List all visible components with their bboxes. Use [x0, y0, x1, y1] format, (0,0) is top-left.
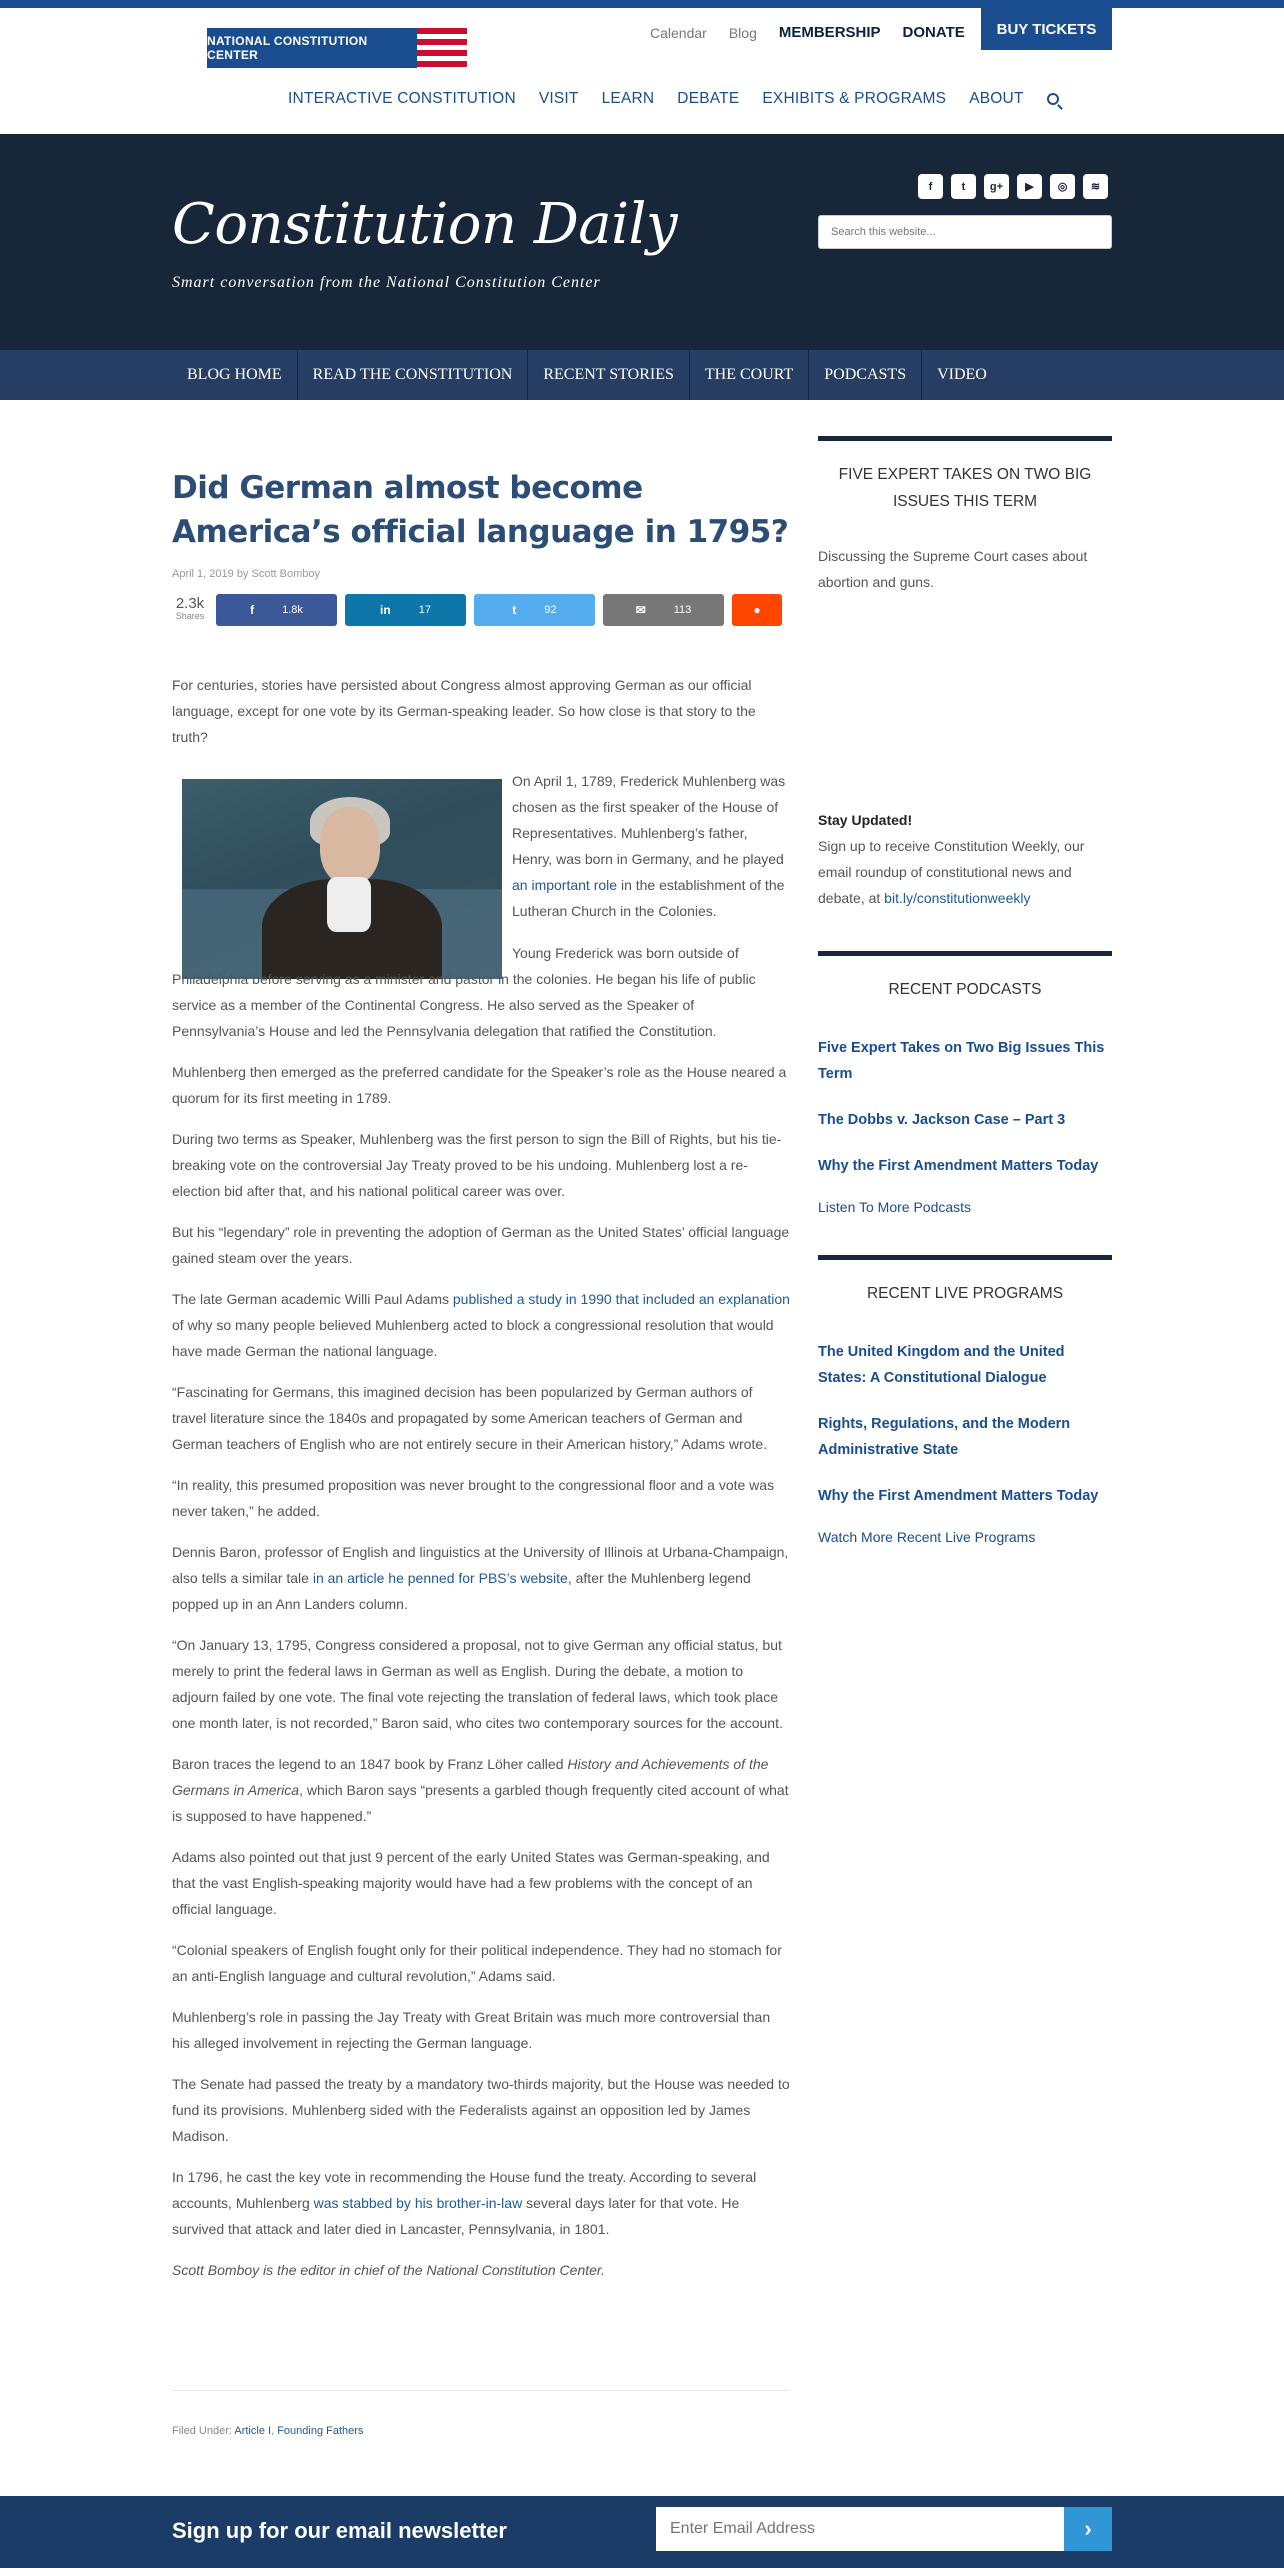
facebook-icon: f	[250, 603, 255, 617]
buy-tickets-button[interactable]: BUY TICKETS	[981, 8, 1112, 50]
email-icon: ✉	[635, 603, 646, 617]
category-link-article-i[interactable]: Article I	[234, 2425, 272, 2437]
article-intro	[172, 672, 790, 765]
twitter-share-button[interactable]	[474, 594, 595, 626]
blog-subnav	[0, 350, 1284, 400]
linkedin-share-button[interactable]	[345, 594, 466, 626]
paragraph: During two terms as Speaker, Muhlenberg was the first person to sign the Bill of Rights, but his tie-breaking vote on the controversial Jay Treaty proved to be his undoing. Muhlenberg lost a re-election bid after that, and his national political career was over.	[172, 1131, 782, 1199]
author-note: Scott Bomboy is the editor in chief of the National Constitution Center.	[172, 2262, 605, 2278]
blog-banner	[0, 134, 1284, 350]
live-program-link[interactable]: Why the First Amendment Matters Today	[818, 1488, 1099, 1504]
podcast-link[interactable]: The Dobbs v. Jackson Case – Part 3	[818, 1112, 1066, 1128]
blog-title[interactable]: Constitution Daily	[172, 192, 678, 257]
utility-nav	[650, 24, 987, 41]
twitter-share-count: 92	[544, 604, 557, 616]
inline-link[interactable]: published a study in 1990 that included an explanation	[452, 1291, 790, 1307]
podcasts-title: RECENT PODCASTS	[888, 981, 1042, 998]
util-link-donate[interactable]: DONATE	[902, 24, 965, 41]
inline-link[interactable]: in an article he penned for PBS’s website	[312, 1570, 568, 1586]
more-live-programs-link[interactable]: Watch More Recent Live Programs	[818, 1529, 1036, 1545]
paragraph: Adams also pointed out that just 9 percent of the early United States was German-speaking, and that the vast English-speaking majority would have had a few problems with the concept of an official language.	[172, 1849, 770, 1917]
inline-link[interactable]: was stabbed by his brother-in-law	[313, 2195, 523, 2211]
feature-title[interactable]: FIVE EXPERT TAKES ON TWO BIG ISSUES THIS TERM	[838, 466, 1092, 510]
nav-learn[interactable]: LEARN	[601, 90, 655, 107]
nav-debate[interactable]: DEBATE	[677, 90, 740, 107]
email-share-count: 113	[673, 604, 692, 616]
twitter-icon: t	[512, 603, 517, 617]
subnav-the-court[interactable]: THE COURT	[690, 350, 809, 400]
signup-title: Sign up for our email newsletter	[172, 2518, 507, 2543]
category-link-founding-fathers[interactable]: Founding Fathers	[277, 2425, 364, 2437]
share-total: 2.3k	[175, 595, 205, 612]
newsletter-link[interactable]: bit.ly/constitutionweekly	[884, 890, 1031, 906]
paragraph: “In reality, this presumed proposition was never brought to the congressional floor and a vote was never taken,” he added.	[172, 1477, 775, 1519]
paragraph: Young Frederick was born outside of Philadelphia before serving as a minister and pastor in the colonies. He began his life of public service as a member of the Continental Congress. He also served as the Speaker of Pennsylvania’s House and led the Pennsylvania delegation that ratified the Constitution.	[172, 945, 756, 1039]
nav-visit[interactable]: VISIT	[538, 90, 579, 107]
stay-updated-title: Stay Updated!	[818, 812, 913, 828]
util-link-calendar[interactable]: Calendar	[650, 24, 707, 41]
email-share-button[interactable]	[603, 594, 724, 626]
flag-icon	[417, 28, 467, 68]
share-count	[172, 595, 208, 622]
paragraph: “Colonial speakers of English fought only for their political independence. They had no stomach for an anti-English language and cultural revolution,” Adams said.	[172, 1942, 782, 1984]
linkedin-icon: in	[380, 603, 391, 617]
chevron-right-icon: ›	[1084, 2516, 1092, 2541]
nav-about[interactable]: ABOUT	[969, 90, 1024, 107]
filed-under: Filed Under: Article I, Founding Fathers	[172, 2390, 790, 2437]
paragraph: In 1796, he cast the key vote in recommending the House fund the treaty. According to several accounts, Muhlenberg was stabbed by his brother-in-law several days later for that vote. He survived that attack and later died in Lancaster, Pennsylvania, in 1801.	[172, 2169, 757, 2237]
signup-submit-button[interactable]	[1064, 2507, 1112, 2551]
main-nav	[288, 90, 1059, 108]
subnav-blog-home[interactable]: BLOG HOME	[172, 350, 298, 400]
paragraph: Muhlenberg’s role in passing the Jay Treaty with Great Britain was much more controversial than his alleged involvement in rejecting the German language.	[172, 2009, 771, 2051]
top-stripe	[0, 0, 1284, 8]
paragraph: On April 1, 1789, Frederick Muhlenberg was chosen as the first speaker of the House of Representatives. Muhlenberg’s father, Henry, was born in Germany, and he played an important role in the establishment of the Lutheran Church in the Colonies.	[512, 773, 786, 919]
stay-updated-widget	[818, 807, 1112, 911]
nav-interactive-constitution[interactable]: INTERACTIVE CONSTITUTION	[288, 90, 516, 107]
paragraph: “Fascinating for Germans, this imagined decision has been popularized by German authors of travel literature since the 1840s and propagated by some American teachers of German and German teachers of English who are not entirely secure in their American history,” Adams wrote.	[172, 1384, 768, 1452]
podcast-link[interactable]: Why the First Amendment Matters Today	[818, 1158, 1099, 1174]
paragraph: But his “legendary” role in preventing the adoption of German as the United States’ official language gained steam over the years.	[172, 1224, 790, 1266]
paragraph: The Senate had passed the treaty by a mandatory two-thirds majority, but the House was needed to fund its provisions. Muhlenberg sided with the Federalists against an opposition led by James Madison.	[172, 2076, 790, 2144]
paragraph: Muhlenberg then emerged as the preferred candidate for the Speaker’s role as the House neared a quorum for its first meeting in 1789.	[172, 1064, 787, 1106]
blog-tagline: Smart conversation from the National Constitution Center	[172, 274, 601, 291]
reddit-icon: ●	[753, 603, 761, 617]
google-plus-icon[interactable]: g+	[984, 174, 1009, 199]
subnav-video[interactable]: VIDEO	[937, 366, 987, 383]
logo-text: NATIONAL CONSTITUTION CENTER	[207, 28, 417, 68]
stay-updated-text: Sign up to receive Constitution Weekly, our email roundup of constitutional news and debate, at bit.ly/constitutionweekly	[818, 838, 1085, 906]
article-byline: April 1, 2019 by Scott Bomboy	[172, 568, 320, 580]
reddit-share-button[interactable]	[732, 594, 782, 626]
facebook-share-count: 1.8k	[282, 604, 303, 616]
paragraph: The late German academic Willi Paul Adams published a study in 1990 that included an explanation of why so many people believed Muhlenberg acted to block a congressional resolution that would have made German the national language.	[172, 1291, 790, 1359]
paragraph: “On January 13, 1795, Congress considered a proposal, not to give German any official status, but merely to print the federal laws in German as well as English. During the debate, a motion to adjourn failed by one vote. The final vote rejecting the translation of federal laws, which took place one month later, is not recorded,” Baron said, who cites two contemporary sources for the account.	[172, 1637, 783, 1731]
more-podcasts-link[interactable]: Listen To More Podcasts	[818, 1199, 972, 1215]
social-icons	[918, 174, 1108, 199]
linkedin-share-count: 17	[418, 604, 431, 616]
instagram-icon[interactable]: ◎	[1050, 174, 1075, 199]
article-p1	[512, 768, 790, 939]
youtube-icon[interactable]: ▶	[1017, 174, 1042, 199]
site-logo[interactable]	[207, 28, 467, 68]
search-icon[interactable]	[1047, 93, 1059, 105]
facebook-icon[interactable]: f	[918, 174, 943, 199]
subnav-recent-stories[interactable]: RECENT STORIES	[528, 350, 690, 400]
paragraph: Baron traces the legend to an 1847 book by Franz Löher called History and Achievements of the Germans in America, which Baron says “presents a garbled though frequently cited account of what is supposed to have happened.”	[172, 1756, 789, 1824]
sidebar	[818, 436, 1112, 1545]
site-search-input[interactable]	[818, 215, 1112, 249]
podcast-link[interactable]: Five Expert Takes on Two Big Issues This Term	[818, 1040, 1105, 1082]
article	[172, 466, 790, 626]
email-input[interactable]	[656, 2507, 1064, 2551]
live-program-link[interactable]: The United Kingdom and the United States: A Constitutional Dialogue	[818, 1344, 1065, 1386]
nav-exhibits-programs[interactable]: EXHIBITS & PROGRAMS	[762, 90, 947, 107]
facebook-share-button[interactable]	[216, 594, 337, 626]
newsletter-signup	[0, 2496, 1284, 2568]
live-programs-title: RECENT LIVE PROGRAMS	[866, 1285, 1064, 1302]
podcasts-widget	[818, 951, 1112, 1215]
share-label: Shares	[175, 611, 205, 621]
article-title: Did German almost become America’s official language in 1795?	[172, 470, 789, 550]
live-programs-widget	[818, 1255, 1112, 1545]
intro-paragraph: For centuries, stories have persisted about Congress almost approving German as our official language, except for one vote by its German-speaking leader. So how close is that story to the truth?	[172, 677, 756, 745]
util-link-blog[interactable]: Blog	[728, 24, 757, 41]
subnav-podcasts[interactable]: PODCASTS	[809, 350, 922, 400]
share-bar	[172, 594, 790, 626]
twitter-icon[interactable]: t	[951, 174, 976, 199]
subnav-read-constitution[interactable]: READ THE CONSTITUTION	[298, 350, 529, 400]
live-program-link[interactable]: Rights, Regulations, and the Modern Administrative State	[818, 1416, 1071, 1458]
article-body	[172, 940, 790, 2298]
site-header	[0, 8, 1284, 134]
feature-desc: Discussing the Supreme Court cases about abortion and guns.	[818, 548, 1088, 590]
rss-icon[interactable]: ≋	[1083, 174, 1108, 199]
feature-widget	[818, 436, 1112, 595]
inline-link[interactable]: an important role	[512, 877, 618, 893]
util-link-membership[interactable]: MEMBERSHIP	[778, 24, 881, 41]
paragraph: Dennis Baron, professor of English and linguistics at the University of Illinois at Urbana-Champaign, also tells a similar tale in an article he penned for PBS’s website, after the Muhlenberg legend popped up in an Ann Landers column.	[172, 1544, 789, 1612]
